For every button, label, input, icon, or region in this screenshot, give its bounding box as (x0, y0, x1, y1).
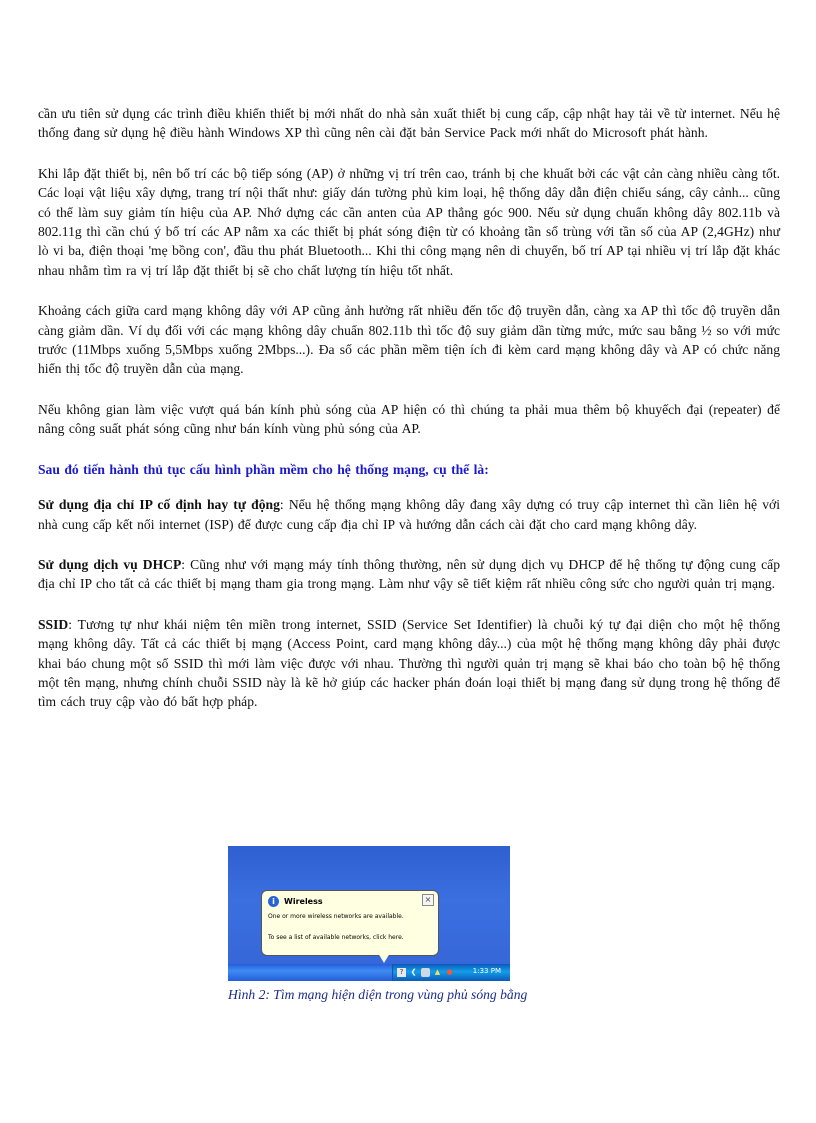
item-dhcp-term: Sử dụng dịch vụ DHCP (38, 556, 182, 572)
item-dhcp (38, 555, 780, 594)
notification-balloon[interactable] (261, 890, 439, 956)
balloon-title: Wireless (284, 897, 323, 906)
close-icon[interactable]: × (422, 894, 434, 906)
item-ssid-text: : Tương tự như khái niệm tên miền trong internet, SSID (Service Set Identifier) là chuỗi ký tự đại diện cho một hệ thống mạng không dây. Tất cả các thiết bị mạng (Access Point, card mạng không dây...) của một hệ thống mạng không dây phải được khai báo chung một số SSID thì mới làm việc được với nhau. Thường thì người quản trị mạng sẽ khai báo cho toàn bộ hệ thống một tên mạng, nhưng chính chuỗi SSID này là kẽ hở giúp các hacker phán đoán loại thiết bị mạng đang sử dụng trong hệ thống để tìm cách truy cập vào đó bất hợp pháp. (38, 616, 780, 710)
section-heading: Sau đó tiến hành thủ tục cấu hình phần mềm cho hệ thống mạng, cụ thể là: (38, 461, 489, 477)
figure-caption: Hình 2: Tìm mạng hiện diện trong vùng phủ sóng bằng (228, 987, 528, 1002)
taskbar-clock: 1:33 PM (472, 967, 501, 975)
balloon-tail (378, 953, 390, 963)
system-tray (392, 964, 510, 981)
paragraph-repeater: Nếu không gian làm việc vượt quá bán kính phủ sóng của AP hiện có thì chúng ta phải mua thêm bộ khuyếch đại (repeater) để nâng công suất phát sóng cũng như bán kính vùng phủ sóng của AP. (38, 401, 780, 437)
item-ssid (38, 615, 780, 712)
item-ip-term: Sử dụng địa chỉ IP cố định hay tự động (38, 497, 280, 513)
shield-icon[interactable]: ● (446, 968, 453, 976)
paragraph-ap-placement: Khi lắp đặt thiết bị, nên bố trí các bộ tiếp sóng (AP) ở những vị trí trên cao, tránh bị che khuất bởi các vật cản càng nhiều càng tốt. Các loại vật liệu xây dựng, trang trí nội thất như: giấy dán tường phủ kim loại, hệ thống dây dẫn điện chiếu sáng, cây cảnh... cũng có thể làm suy giảm tín hiệu của AP. Nhớ dựng các cần anten của AP thẳng góc 900. Nếu sử dụng chuẩn không dây 802.11b và 802.11g thì cần chú ý bố trí các AP nằm xa các thiết bị phát sóng điện từ có khoảng tần số trùng với tần số của AP (2,4GHz) như lò vi ba, điện thoại 'mẹ bồng con', đầu thu phát Bluetooth... Khi thi công mạng nên di chuyển, bố trí AP tại nhiều vị trí lắp đặt khác nhau nhằm tìm ra vị trí lắp đặt thiết bị sẽ cho chất lượng tín hiệu tốt nhất. (38, 165, 780, 278)
item-ip-address (38, 495, 780, 534)
balloon-message: One or more wireless networks are available. (268, 913, 404, 920)
item-dhcp-text: : Cũng như với mạng máy tính thông thường, nên sử dụng dịch vụ DHCP để hệ thống tự động cung cấp địa chỉ IP cho tất cả các thiết bị mạng tham gia trong mạng. Làm như vậy sẽ tiết kiệm rất nhiều công sức cho người quản trị mạng. (38, 556, 781, 592)
wireless-notification-figure (228, 846, 510, 981)
info-icon: i (268, 896, 279, 907)
document-body (38, 104, 780, 733)
help-icon[interactable]: ? (397, 968, 406, 977)
wireless-icon[interactable]: ▲ (434, 968, 441, 976)
chevron-left-icon[interactable]: ❮ (410, 968, 417, 976)
taskbar (228, 964, 510, 981)
item-ip-text: : Nếu hệ thống mạng không dây đang xây dựng có truy cập internet thì cần liên hệ với nhà cung cấp kết nối internet (ISP) để được cung cấp địa chỉ IP và hướng dẫn cách cài đặt cho card mạng không dây. (38, 497, 780, 532)
paragraph-drivers: cần ưu tiên sử dụng các trình điều khiển thiết bị mới nhất do nhà sản xuất thiết bị cung cấp, cập nhật hay tải về từ internet. Nếu hệ thống đang sử dụng hệ điều hành Windows XP thì cũng nên cài đặt bản Service Pack mới nhất do Microsoft phát hành. (38, 106, 780, 141)
network-icon[interactable] (421, 968, 430, 977)
item-ssid-term: SSID (38, 616, 69, 632)
paragraph-distance: Khoảng cách giữa card mạng không dây với AP cũng ảnh hưởng rất nhiều đến tốc độ truyền dẫn, càng xa AP thì tốc độ truyền dẫn càng giảm dần. Ví dụ đối với các mạng không dây chuẩn 802.11b thì tốc độ suy giảm dần từng mức, mức sau bằng ½ so với mức trước (11Mbps xuống 5,5Mbps xuống 2Mbps...). Đa số các phần mềm tiện ích đi kèm card mạng không dây và AP có chức năng hiển thị tốc độ truyền dẫn của mạng. (38, 303, 780, 377)
balloon-link[interactable]: To see a list of available networks, click here. (268, 934, 404, 941)
